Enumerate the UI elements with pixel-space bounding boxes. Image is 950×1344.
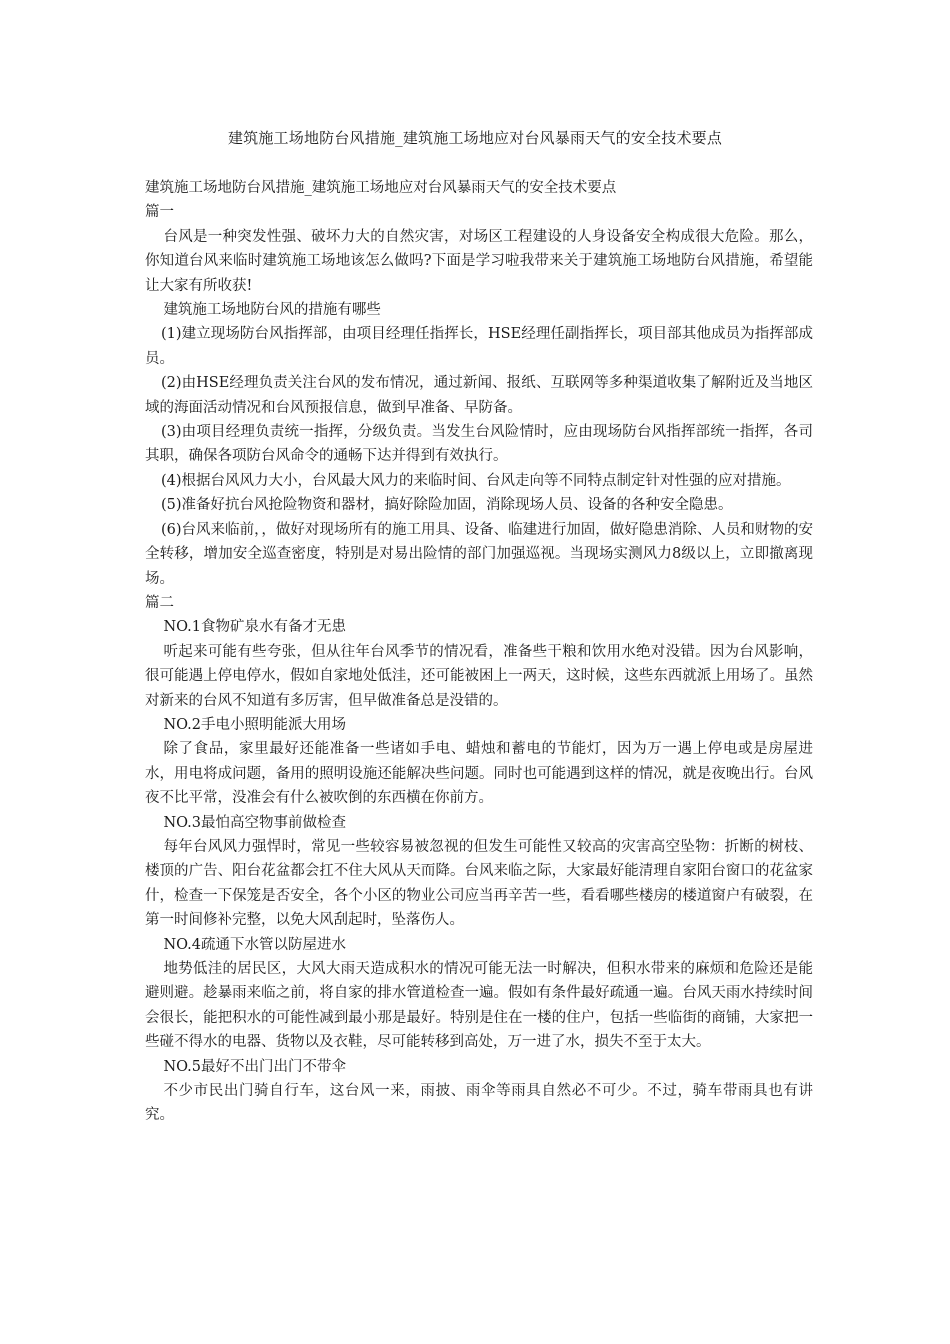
- body-heading: 建筑施工场地防台风措施_建筑施工场地应对台风暴雨天气的安全技术要点: [145, 180, 617, 196]
- measure-item-4: (4)根据台风风力大小，台风最大风力的来临时间、台风走向等不同特点制定针对性强的应对措施。: [160, 472, 791, 489]
- document-body: [145, 176, 813, 1128]
- tip-heading-4: NO.4疏通下水管以防屋进水: [163, 936, 346, 953]
- measure-item-3: (3)由项目经理负责统一指挥，分级负责。当发生台风险情时，应由现场防台风指挥部统一指挥，各司其职，确保各项防台风命令的通畅下达并得到有效执行。: [145, 424, 813, 465]
- intro-paragraph: 台风是一种突发性强、破坏力大的自然灾害，对场区工程建设的人身设备安全构成很大危险。那么，你知道台风来临时建筑施工场地该怎么做吗?下面是学习啦我带来关于建筑施工场地防台风措施，希望能让大家有所收获!: [145, 228, 813, 294]
- tip-body-3: 每年台风风力强悍时，常见一些较容易被忽视的但发生可能性又较高的灾害高空坠物：折断的树枝、楼顶的广告、阳台花盆都会扛不住大风从天而降。台风来临之际，大家最好能清理自家阳台窗口的花盆家什，检查一下保笼是否安全，各个小区的物业公司应当再辛苦一些，看看哪些楼房的楼道窗户有破裂，在第一时间修补完整，以免大风刮起时，坠落伤人。: [145, 838, 813, 929]
- tip-heading-5: NO.5最好不出门出门不带伞: [163, 1058, 346, 1075]
- measure-item-1: (1)建立现场防台风指挥部，由项目经理任指挥长，HSE经理任副指挥长，项目部其他成员为指挥部成员。: [145, 326, 813, 367]
- document-title: 建筑施工场地防台风措施_建筑施工场地应对台风暴雨天气的安全技术要点: [227, 129, 723, 147]
- measure-item-2: (2)由HSE经理负责关注台风的发布情况，通过新闻、报纸、互联网等多种渠道收集了解附近及当地区域的海面活动情况和台风预报信息，做到早准备、早防备。: [145, 375, 813, 416]
- tip-body-4: 地势低洼的居民区，大风大雨天造成积水的情况可能无法一时解决，但积水带来的麻烦和危险还是能避则避。趁暴雨来临之前，将自家的排水管道检查一遍。假如有条件最好疏通一遍。台风天雨水持续时间会很长，能把积水的可能性减到最小那是最好。特别是住在一楼的住户，包括一些临街的商铺，大家把一些碰不得水的电器、货物以及衣鞋，尽可能转移到高处，万一进了水，损失不至于太大。: [145, 961, 813, 1051]
- section-label-part-2: 篇二: [145, 594, 174, 611]
- tip-body-5: 不少市民出门骑自行车，这台风一来，雨披、雨伞等雨具自然必不可少。不过，骑车带雨具也有讲究。: [145, 1083, 813, 1124]
- tip-heading-1: NO.1食物矿泉水有备才无患: [163, 619, 346, 636]
- measure-item-6: (6)台风来临前，，做好对现场所有的施工用具、设备、临建进行加固，做好隐患消除、人员和财物的安全转移，增加安全巡查密度，特别是对易出险情的部门加强巡视。当现场实测风力8级以上，立即撤离现场。: [145, 521, 813, 587]
- measure-item-5: (5)准备好抗台风抢险物资和器材，搞好除险加固，消除现场人员、设备的各种安全隐患。: [160, 497, 733, 514]
- section-label-part-1: 篇一: [145, 204, 174, 221]
- tip-body-2: 除了食品，家里最好还能准备一些诸如手电、蜡烛和蓄电的节能灯，因为万一遇上停电或是房屋进水，用电将成问题，备用的照明设施还能解决些问题。同时也可能遇到这样的情况，就是夜晚出行。台风夜不比平常，没准会有什么被吹倒的东西横在你前方。: [145, 741, 813, 807]
- tip-body-1: 听起来可能有些夸张，但从往年台风季节的情况看，准备些干粮和饮用水绝对没错。因为台风影响，很可能遇上停电停水，假如自家地处低洼，还可能被困上一两天，这时候，这些东西就派上用场了。虽然对新来的台风不知道有多厉害，但早做准备总是没错的。: [145, 643, 813, 709]
- subheading-measures: 建筑施工场地防台风的措施有哪些: [163, 302, 381, 319]
- tip-heading-2: NO.2手电小照明能派大用场: [163, 716, 346, 733]
- tip-heading-3: NO.3最怕高空物事前做检查: [163, 814, 346, 831]
